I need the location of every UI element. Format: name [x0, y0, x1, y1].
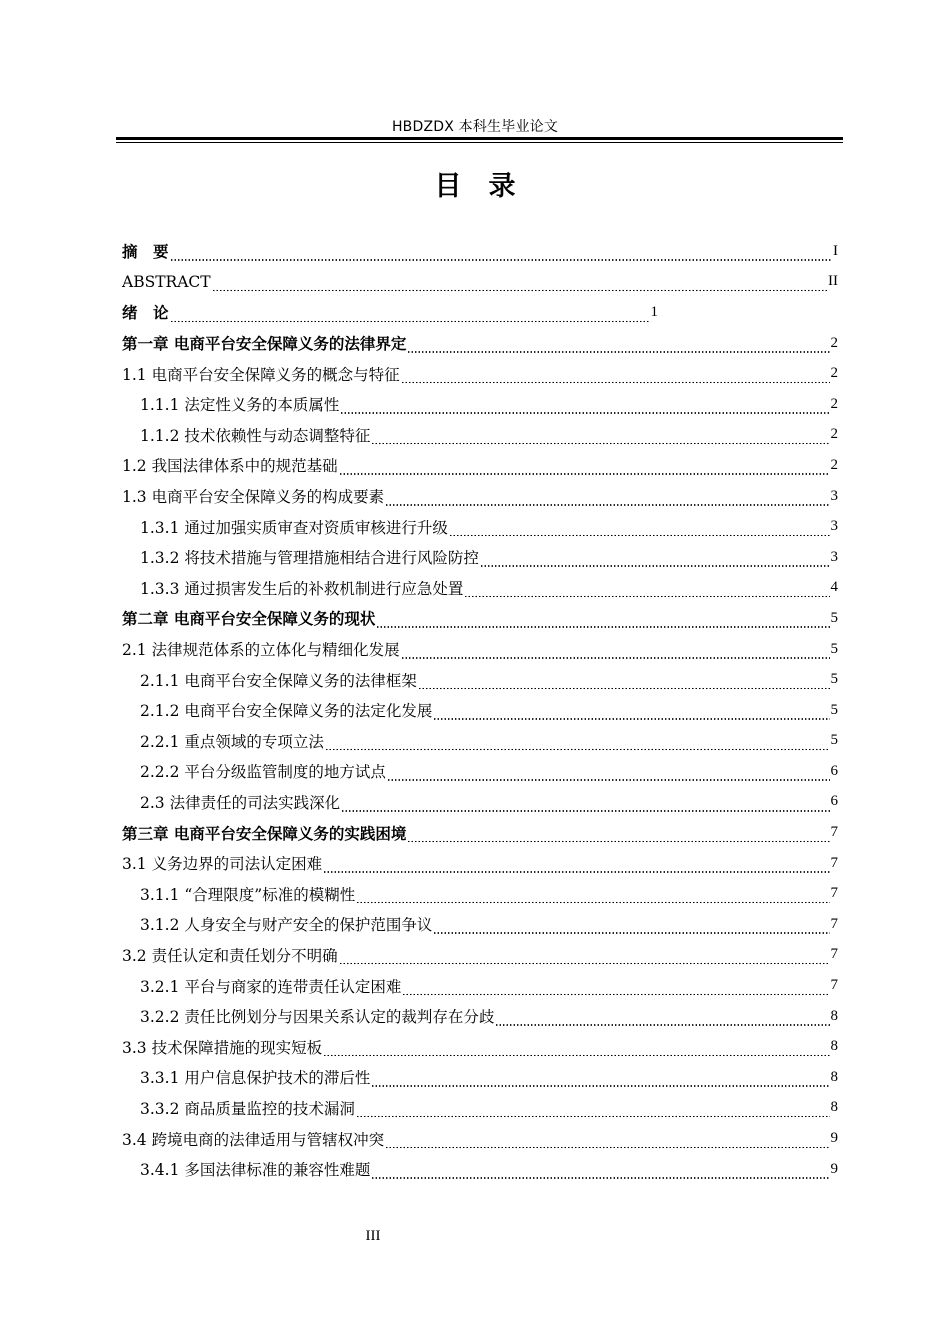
toc-entry-label: 第三章 电商平台安全保障义务的实践困境 — [122, 823, 407, 843]
toc-leader-dots — [449, 520, 830, 537]
toc-entry-page: I — [833, 242, 838, 259]
toc-leader-dots — [407, 826, 829, 843]
toc-entry-page: 1 — [650, 303, 659, 320]
toc-entry[interactable] — [122, 695, 838, 726]
toc-entry-label: 3.3.2 商品质量监控的技术漏洞 — [140, 1099, 355, 1118]
toc-entry[interactable] — [122, 848, 838, 879]
toc-entry-page: 5 — [830, 701, 838, 718]
toc-entry-page: 5 — [830, 609, 838, 626]
toc-entry-page: 7 — [830, 915, 838, 932]
toc-entry-label: 摘 要 — [122, 242, 169, 262]
toc-entry-label: 1.3 电商平台安全保障义务的构成要素 — [122, 488, 385, 507]
toc-entry[interactable] — [122, 267, 838, 298]
toc-leader-dots — [325, 734, 830, 751]
toc-entry[interactable] — [122, 389, 838, 420]
toc-entry-label: 2.1.2 电商平台安全保障义务的法定化发展 — [140, 702, 433, 721]
toc-leader-dots — [323, 857, 829, 874]
toc-entry-label: 3.4.1 多国法律标准的兼容性难题 — [140, 1161, 371, 1180]
toc-leader-dots — [323, 1040, 829, 1057]
toc-leader-dots — [356, 1101, 830, 1118]
toc-entry[interactable] — [122, 970, 838, 1001]
toc-entry-page: 7 — [830, 885, 838, 902]
toc-entry-page: 2 — [830, 456, 838, 473]
toc-entry-label: 2.2.2 平台分级监管制度的地方试点 — [140, 763, 386, 782]
toc-entry[interactable] — [122, 358, 838, 389]
toc-entry[interactable] — [122, 1001, 838, 1032]
toc-leader-dots — [385, 490, 829, 507]
toc-entry-label: 1.3.2 将技术措施与管理措施相结合进行风险防控 — [140, 549, 479, 568]
toc-entry[interactable] — [122, 236, 838, 267]
toc-entry[interactable] — [122, 603, 838, 634]
toc-entry-label: 3.4 跨境电商的法律适用与管辖权冲突 — [122, 1130, 385, 1149]
toc-entry-label: 2.2.1 重点领域的专项立法 — [140, 732, 324, 751]
toc-entry-page: 3 — [830, 518, 838, 535]
toc-entry[interactable] — [122, 940, 838, 971]
toc-entry-label: 2.1.1 电商平台安全保障义务的法律框架 — [140, 671, 417, 690]
toc-entry-label: 3.2 责任认定和责任划分不明确 — [122, 946, 338, 965]
toc-entry-page: 9 — [830, 1130, 838, 1147]
toc-entry[interactable] — [122, 1093, 838, 1124]
toc-entry-label: ABSTRACT — [122, 272, 211, 291]
toc-leader-dots — [418, 673, 830, 690]
toc-entry-page: 2 — [830, 334, 838, 351]
toc-entry[interactable] — [122, 1123, 838, 1154]
toc-leader-dots — [480, 551, 830, 568]
toc-entry-page: 6 — [830, 793, 838, 810]
toc-entry-label: 1.3.1 通过加强实质审查对资质审核进行升级 — [140, 518, 448, 537]
toc-entry[interactable] — [122, 511, 838, 542]
toc-entry-label: 1.1.2 技术依赖性与动态调整特征 — [140, 426, 371, 445]
toc-entry[interactable] — [122, 756, 838, 787]
toc-entry-label: 3.3.1 用户信息保护技术的滞后性 — [140, 1069, 371, 1088]
toc-entry-page: 7 — [830, 977, 838, 994]
toc-entry-page: 5 — [830, 732, 838, 749]
toc-entry[interactable] — [122, 450, 838, 481]
toc-entry[interactable] — [122, 664, 838, 695]
toc-entry-page: 7 — [830, 946, 838, 963]
toc-entry-page: 5 — [830, 671, 838, 688]
toc-leader-dots — [401, 642, 830, 659]
toc-entry-page: 6 — [830, 762, 838, 779]
toc-entry-label: 3.2.1 平台与商家的连带责任认定困难 — [140, 977, 402, 996]
header-rule-thick — [116, 137, 843, 140]
toc-entry-label: 第二章 电商平台安全保障义务的现状 — [122, 609, 376, 629]
toc-entry-label: 3.1.2 人身安全与财产安全的保护范围争议 — [140, 916, 433, 935]
toc-entry-page: 5 — [830, 640, 838, 657]
toc-leader-dots — [401, 367, 830, 384]
header-rule-thin — [116, 142, 843, 143]
toc-entry-label: 1.3.3 通过损害发生后的补救机制进行应急处置 — [140, 579, 464, 598]
toc-leader-dots — [407, 337, 829, 354]
toc-entry[interactable] — [122, 878, 838, 909]
toc-entry-label: 2.3 法律责任的司法实践深化 — [140, 793, 341, 812]
toc-entry-page: 8 — [830, 1068, 838, 1085]
toc-entry-label: 1.1.1 法定性义务的本质属性 — [140, 396, 340, 415]
toc-entry[interactable] — [122, 1031, 838, 1062]
toc-leader-dots — [341, 795, 829, 812]
toc-entry-page: 8 — [830, 1038, 838, 1055]
toc-leader-dots — [402, 979, 829, 996]
toc-leader-dots — [340, 398, 829, 415]
toc-entry-page: 9 — [830, 1160, 838, 1177]
toc-leader-dots — [464, 581, 829, 598]
toc-entry-page: 2 — [830, 426, 838, 443]
toc-leader-dots — [433, 704, 829, 721]
toc-leader-dots — [170, 306, 650, 323]
toc-entry-label: 绪 论 — [122, 303, 169, 323]
toc-title: 目 录 — [434, 171, 516, 202]
toc-entry-label: 1.1 电商平台安全保障义务的概念与特征 — [122, 365, 400, 384]
toc-entry-page: 7 — [830, 854, 838, 871]
toc-leader-dots — [339, 459, 830, 476]
toc-entry-page: 8 — [830, 1007, 838, 1024]
footer-page-number: III — [365, 1228, 381, 1244]
toc-entry-page: 2 — [830, 365, 838, 382]
toc-entry[interactable] — [122, 1154, 838, 1185]
toc-entry[interactable] — [122, 542, 838, 573]
toc-entry-page: 2 — [830, 395, 838, 412]
toc-entry[interactable] — [122, 726, 838, 757]
toc-entry[interactable] — [122, 787, 838, 818]
toc-leader-dots — [339, 948, 830, 965]
toc-entry-label: 3.3 技术保障措施的现实短板 — [122, 1038, 323, 1057]
toc-leader-dots — [385, 1132, 829, 1149]
toc-leader-dots — [371, 1163, 829, 1180]
toc-leader-dots — [371, 1071, 829, 1088]
toc-entry[interactable] — [122, 634, 838, 665]
toc-entry-page: II — [828, 273, 838, 290]
toc-leader-dots — [356, 887, 829, 904]
toc-leader-dots — [376, 612, 829, 629]
toc-entry[interactable] — [122, 420, 838, 451]
table-of-contents — [122, 236, 838, 1184]
toc-entry[interactable] — [122, 328, 838, 359]
toc-entry[interactable] — [122, 1062, 838, 1093]
toc-entry-page: 3 — [830, 487, 838, 504]
toc-entry-label: 1.2 我国法律体系中的规范基础 — [122, 457, 338, 476]
toc-entry-label: 3.1.1 “合理限度”标准的模糊性 — [140, 885, 356, 904]
toc-leader-dots — [495, 1010, 829, 1027]
toc-entry-page: 4 — [830, 579, 838, 596]
toc-entry[interactable] — [122, 817, 838, 848]
toc-entry[interactable] — [122, 909, 838, 940]
toc-entry[interactable] — [122, 573, 838, 604]
toc-entry-page: 3 — [830, 548, 838, 565]
toc-leader-dots — [433, 918, 829, 935]
toc-leader-dots — [371, 428, 829, 445]
toc-entry-label: 2.1 法律规范体系的立体化与精细化发展 — [122, 641, 400, 660]
toc-entry[interactable] — [122, 481, 838, 512]
toc-leader-dots — [387, 765, 830, 782]
toc-entry[interactable] — [122, 297, 838, 328]
toc-entry-label: 3.1 义务边界的司法认定困难 — [122, 855, 323, 874]
toc-entry-label: 3.2.2 责任比例划分与因果关系认定的裁判存在分歧 — [140, 1008, 495, 1027]
toc-leader-dots — [212, 275, 827, 292]
running-header: HBDZDX 本科生毕业论文 — [391, 119, 559, 135]
toc-entry-label: 第一章 电商平台安全保障义务的法律界定 — [122, 334, 407, 354]
toc-entry-page: 7 — [830, 824, 838, 841]
toc-entry-page: 8 — [830, 1099, 838, 1116]
toc-leader-dots — [170, 245, 832, 262]
